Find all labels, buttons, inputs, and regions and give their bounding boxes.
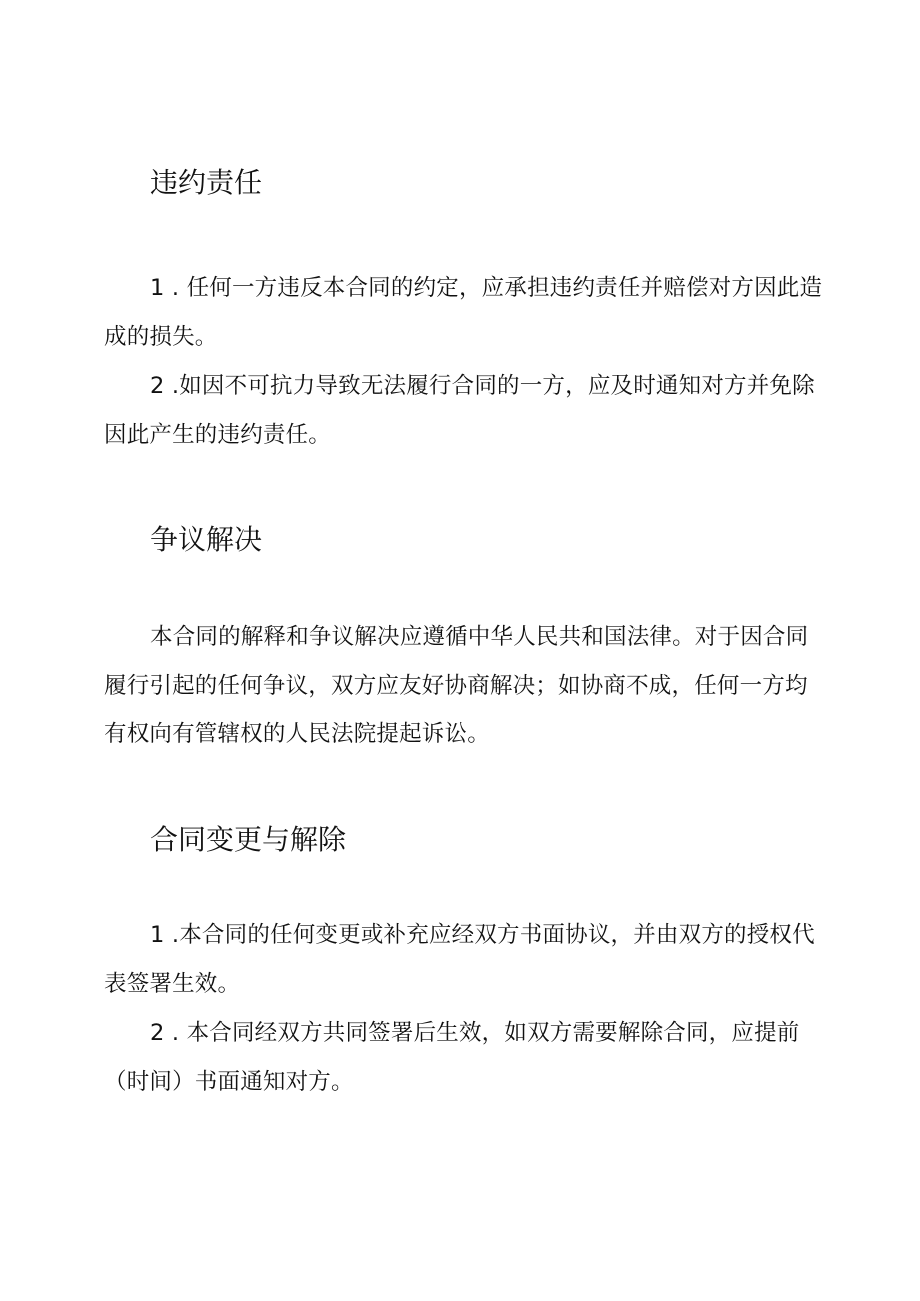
section-heading-dispute-resolution: 争议解决 (150, 523, 263, 556)
clause-paragraph: 本合同的解释和争议解决应遵循中华人民共和国法律。对于因合同履行引起的任何争议，双方应友好协商解决；如协商不成，任何一方均有权向有管辖权的人民法院提起诉讼。 (104, 624, 809, 747)
clause-paragraph: 2 .如因不可抗力导致无法履行合同的一方，应及时通知对方并免除因此产生的违约责任。 (104, 373, 815, 448)
clause-paragraph: 1 .本合同的任何变更或补充应经双方书面协议，并由双方的授权代表签署生效。 (104, 922, 815, 997)
clause-paragraph: 2 . 本合同经双方共同签署后生效，如双方需要解除合同，应提前（时间）书面通知对方。 (104, 1020, 800, 1095)
clause-paragraph: 1 . 任何一方违反本合同的约定，应承担违约责任并赔偿对方因此造成的损失。 (104, 275, 823, 350)
section-heading-breach-liability: 违约责任 (150, 166, 263, 199)
section-heading-contract-modification: 合同变更与解除 (150, 823, 347, 856)
